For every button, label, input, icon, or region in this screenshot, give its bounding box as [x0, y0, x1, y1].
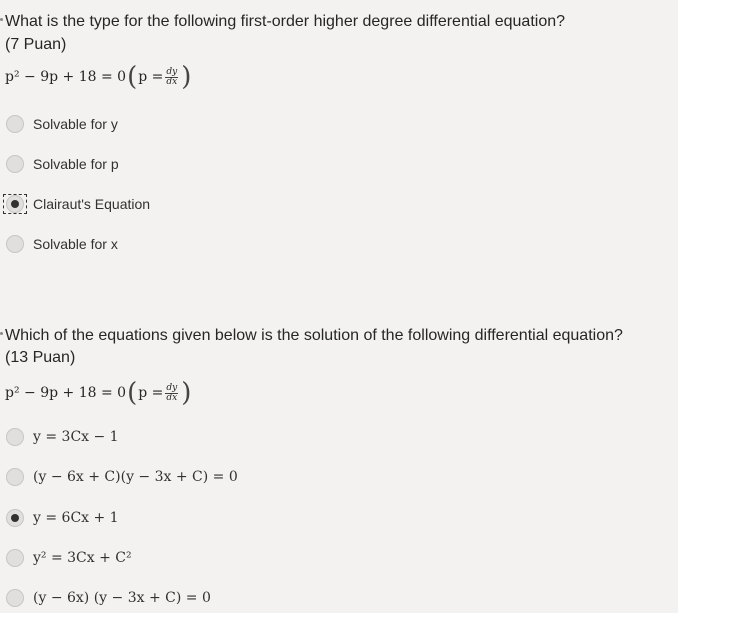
option-answer-b[interactable] [0, 462, 400, 492]
fraction-numerator: dy [166, 382, 178, 393]
radio-button[interactable] [6, 468, 24, 486]
option-label: Solvable for y [33, 116, 118, 132]
option-label: (y − 6x) (y − 3x + C) = 0 [33, 590, 211, 606]
radio-button[interactable] [6, 589, 24, 607]
formula-fraction [165, 68, 178, 87]
option-answer-c[interactable] [0, 503, 400, 533]
fraction-denominator: dx [166, 76, 178, 87]
radio-button-selected[interactable] [6, 509, 24, 527]
formula-paren-left: ( [127, 62, 138, 92]
radio-button[interactable] [6, 235, 24, 253]
radio-button-selected[interactable] [6, 195, 24, 213]
fraction-denominator: dx [166, 392, 178, 403]
option-clairauts-equation[interactable] [0, 189, 400, 219]
question-formula [5, 62, 192, 92]
option-solvable-for-y[interactable] [0, 109, 400, 139]
option-solvable-for-p[interactable] [0, 149, 400, 179]
option-answer-d[interactable] [0, 543, 400, 573]
option-label: y = 3Cx − 1 [33, 429, 119, 445]
option-label: Solvable for x [33, 236, 118, 252]
formula-main: p² − 9p + 18 = 0 [5, 69, 127, 85]
formula-paren-right: ) [181, 378, 192, 408]
question-formula [5, 378, 192, 408]
formula-paren-right: ) [181, 62, 192, 92]
question-title: What is the type for the following first-order higher degree differential equation? [5, 11, 565, 33]
option-label: y² = 3Cx + C² [33, 550, 132, 566]
radio-button[interactable] [6, 155, 24, 173]
option-label: y = 6Cx + 1 [33, 510, 119, 526]
option-answer-a[interactable] [0, 422, 400, 452]
question-points: (13 Puan) [5, 349, 76, 366]
formula-p-eq: p = [138, 385, 164, 401]
formula-main: p² − 9p + 18 = 0 [5, 385, 127, 401]
formula-p-eq: p = [138, 69, 164, 85]
question-points: (7 Puan) [5, 36, 67, 53]
option-label: Solvable for p [33, 156, 119, 172]
radio-button[interactable] [6, 549, 24, 567]
radio-button[interactable] [6, 115, 24, 133]
question-title: Which of the equations given below is the solution of the following differential equation? [5, 325, 623, 347]
fraction-numerator: dy [166, 66, 178, 77]
formula-fraction [165, 384, 178, 403]
option-label: (y − 6x + C)(y − 3x + C) = 0 [33, 469, 238, 485]
radio-button[interactable] [6, 428, 24, 446]
formula-paren-left: ( [127, 378, 138, 408]
option-solvable-for-x[interactable] [0, 229, 400, 259]
option-label: Clairaut's Equation [33, 196, 151, 212]
option-answer-e[interactable] [0, 583, 400, 613]
